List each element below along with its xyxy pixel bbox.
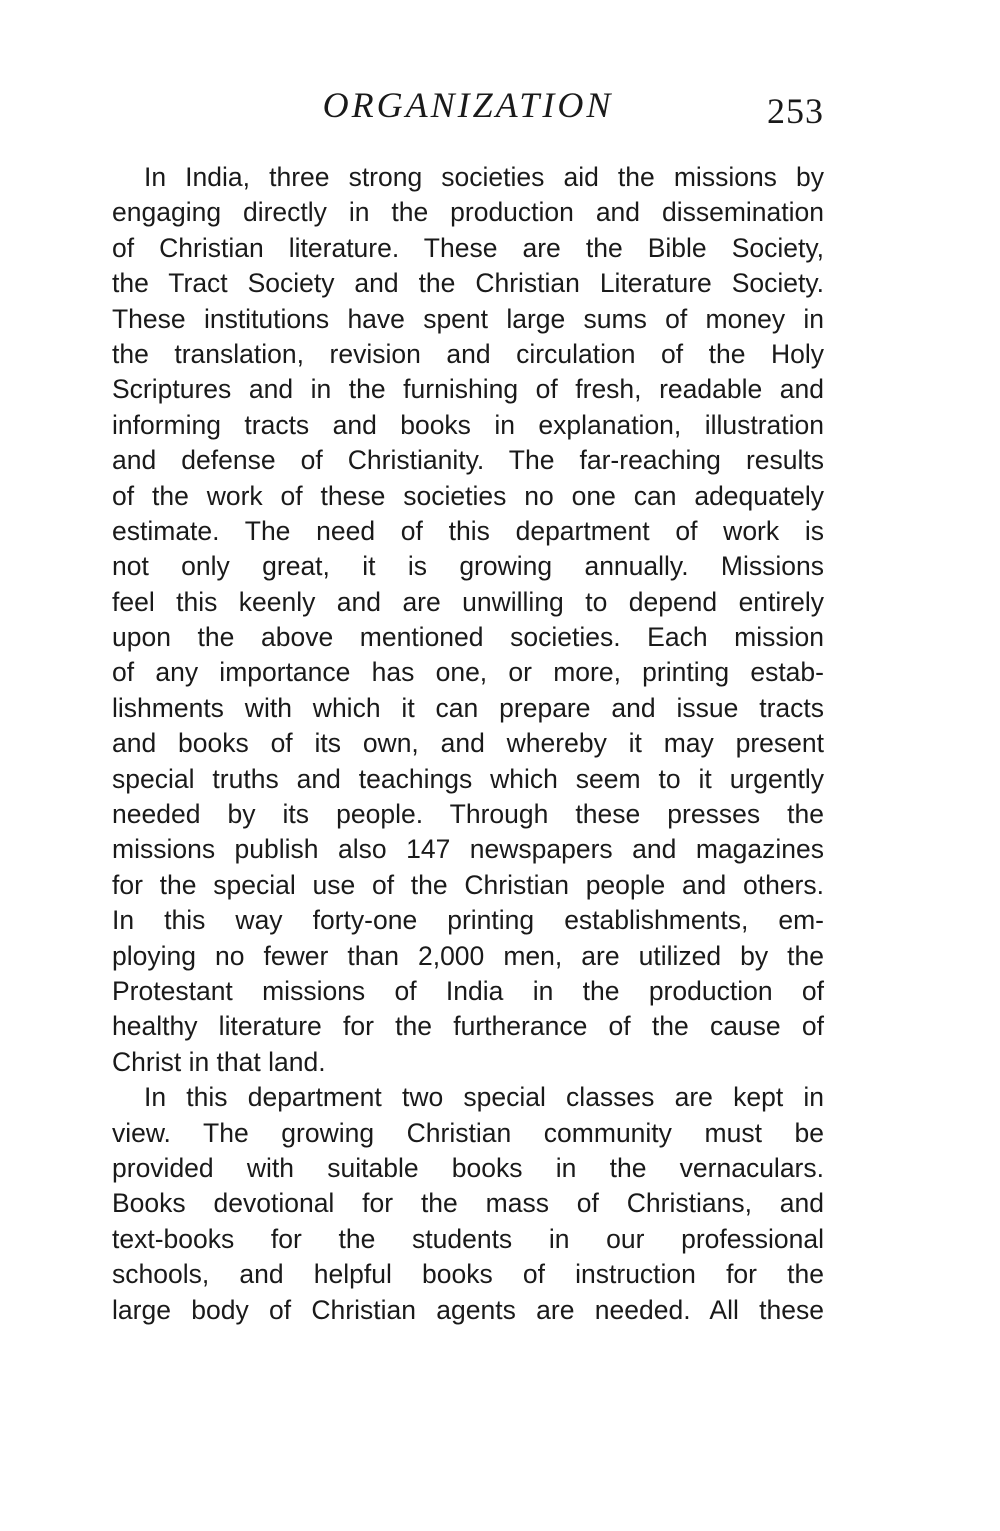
text-line: In this way forty-one printing establishments, em- (112, 905, 824, 936)
text-line: feel this keenly and are unwilling to depend entirely (112, 586, 824, 617)
text-line: and books of its own, and whereby it may present (112, 728, 824, 759)
text-line: the translation, revision and circulation of the Holy (112, 338, 824, 369)
text-line: Scriptures and in the furnishing of fresh, readable and (112, 374, 824, 405)
paragraph (112, 1080, 824, 1328)
text-line: ploying no fewer than 2,000 men, are utilized by the (112, 940, 824, 971)
text-line: of any importance has one, or more, printing estab- (112, 657, 824, 688)
text-line: In this department two special classes are kept in (144, 1082, 824, 1113)
text-line: not only great, it is growing annually. Missions (112, 551, 824, 582)
text-line: of the work of these societies no one can adequately (112, 480, 824, 511)
running-title: ORGANIZATION (322, 85, 614, 125)
text-line: for the special use of the Christian people and others. (112, 869, 824, 900)
body-text (112, 160, 824, 1328)
text-line: needed by its people. Through these presses the (112, 799, 824, 830)
text-line: lishments with which it can prepare and issue tracts (112, 692, 824, 723)
text-line: upon the above mentioned societies. Each mission (112, 622, 824, 653)
text-line: view. The growing Christian community must be (112, 1117, 824, 1148)
text-line: Protestant missions of India in the production of (112, 975, 824, 1006)
text-line: schools, and helpful books of instruction for the (112, 1259, 824, 1290)
page-number: 253 (767, 91, 824, 131)
text-line: large body of Christian agents are needed. All these (112, 1294, 824, 1325)
text-line: text-books for the students in our professional (112, 1223, 824, 1254)
text-line: healthy literature for the furtherance of the cause of (112, 1011, 824, 1042)
text-line: and defense of Christianity. The far-reaching results (112, 445, 824, 476)
text-line: Books devotional for the mass of Christians, and (112, 1188, 824, 1219)
paragraph (112, 160, 824, 1080)
text-line: provided with suitable books in the vernaculars. (112, 1152, 824, 1183)
text-line: These institutions have spent large sums of money in (112, 303, 824, 334)
text-line: of Christian literature. These are the Bible Society, (112, 232, 824, 263)
running-head (112, 78, 824, 138)
text-line: engaging directly in the production and dissemination (112, 197, 824, 228)
text-line: special truths and teachings which seem to it urgently (112, 763, 824, 794)
text-line: In India, three strong societies aid the missions by (144, 162, 824, 192)
text-line: the Tract Society and the Christian Literature Society. (112, 268, 824, 299)
text-line: missions publish also 147 newspapers and magazines (112, 834, 824, 865)
text-line: estimate. The need of this department of work is (112, 515, 824, 546)
text-line: informing tracts and books in explanation, illustration (112, 409, 824, 440)
text-line: Christ in that land. (112, 1046, 326, 1077)
